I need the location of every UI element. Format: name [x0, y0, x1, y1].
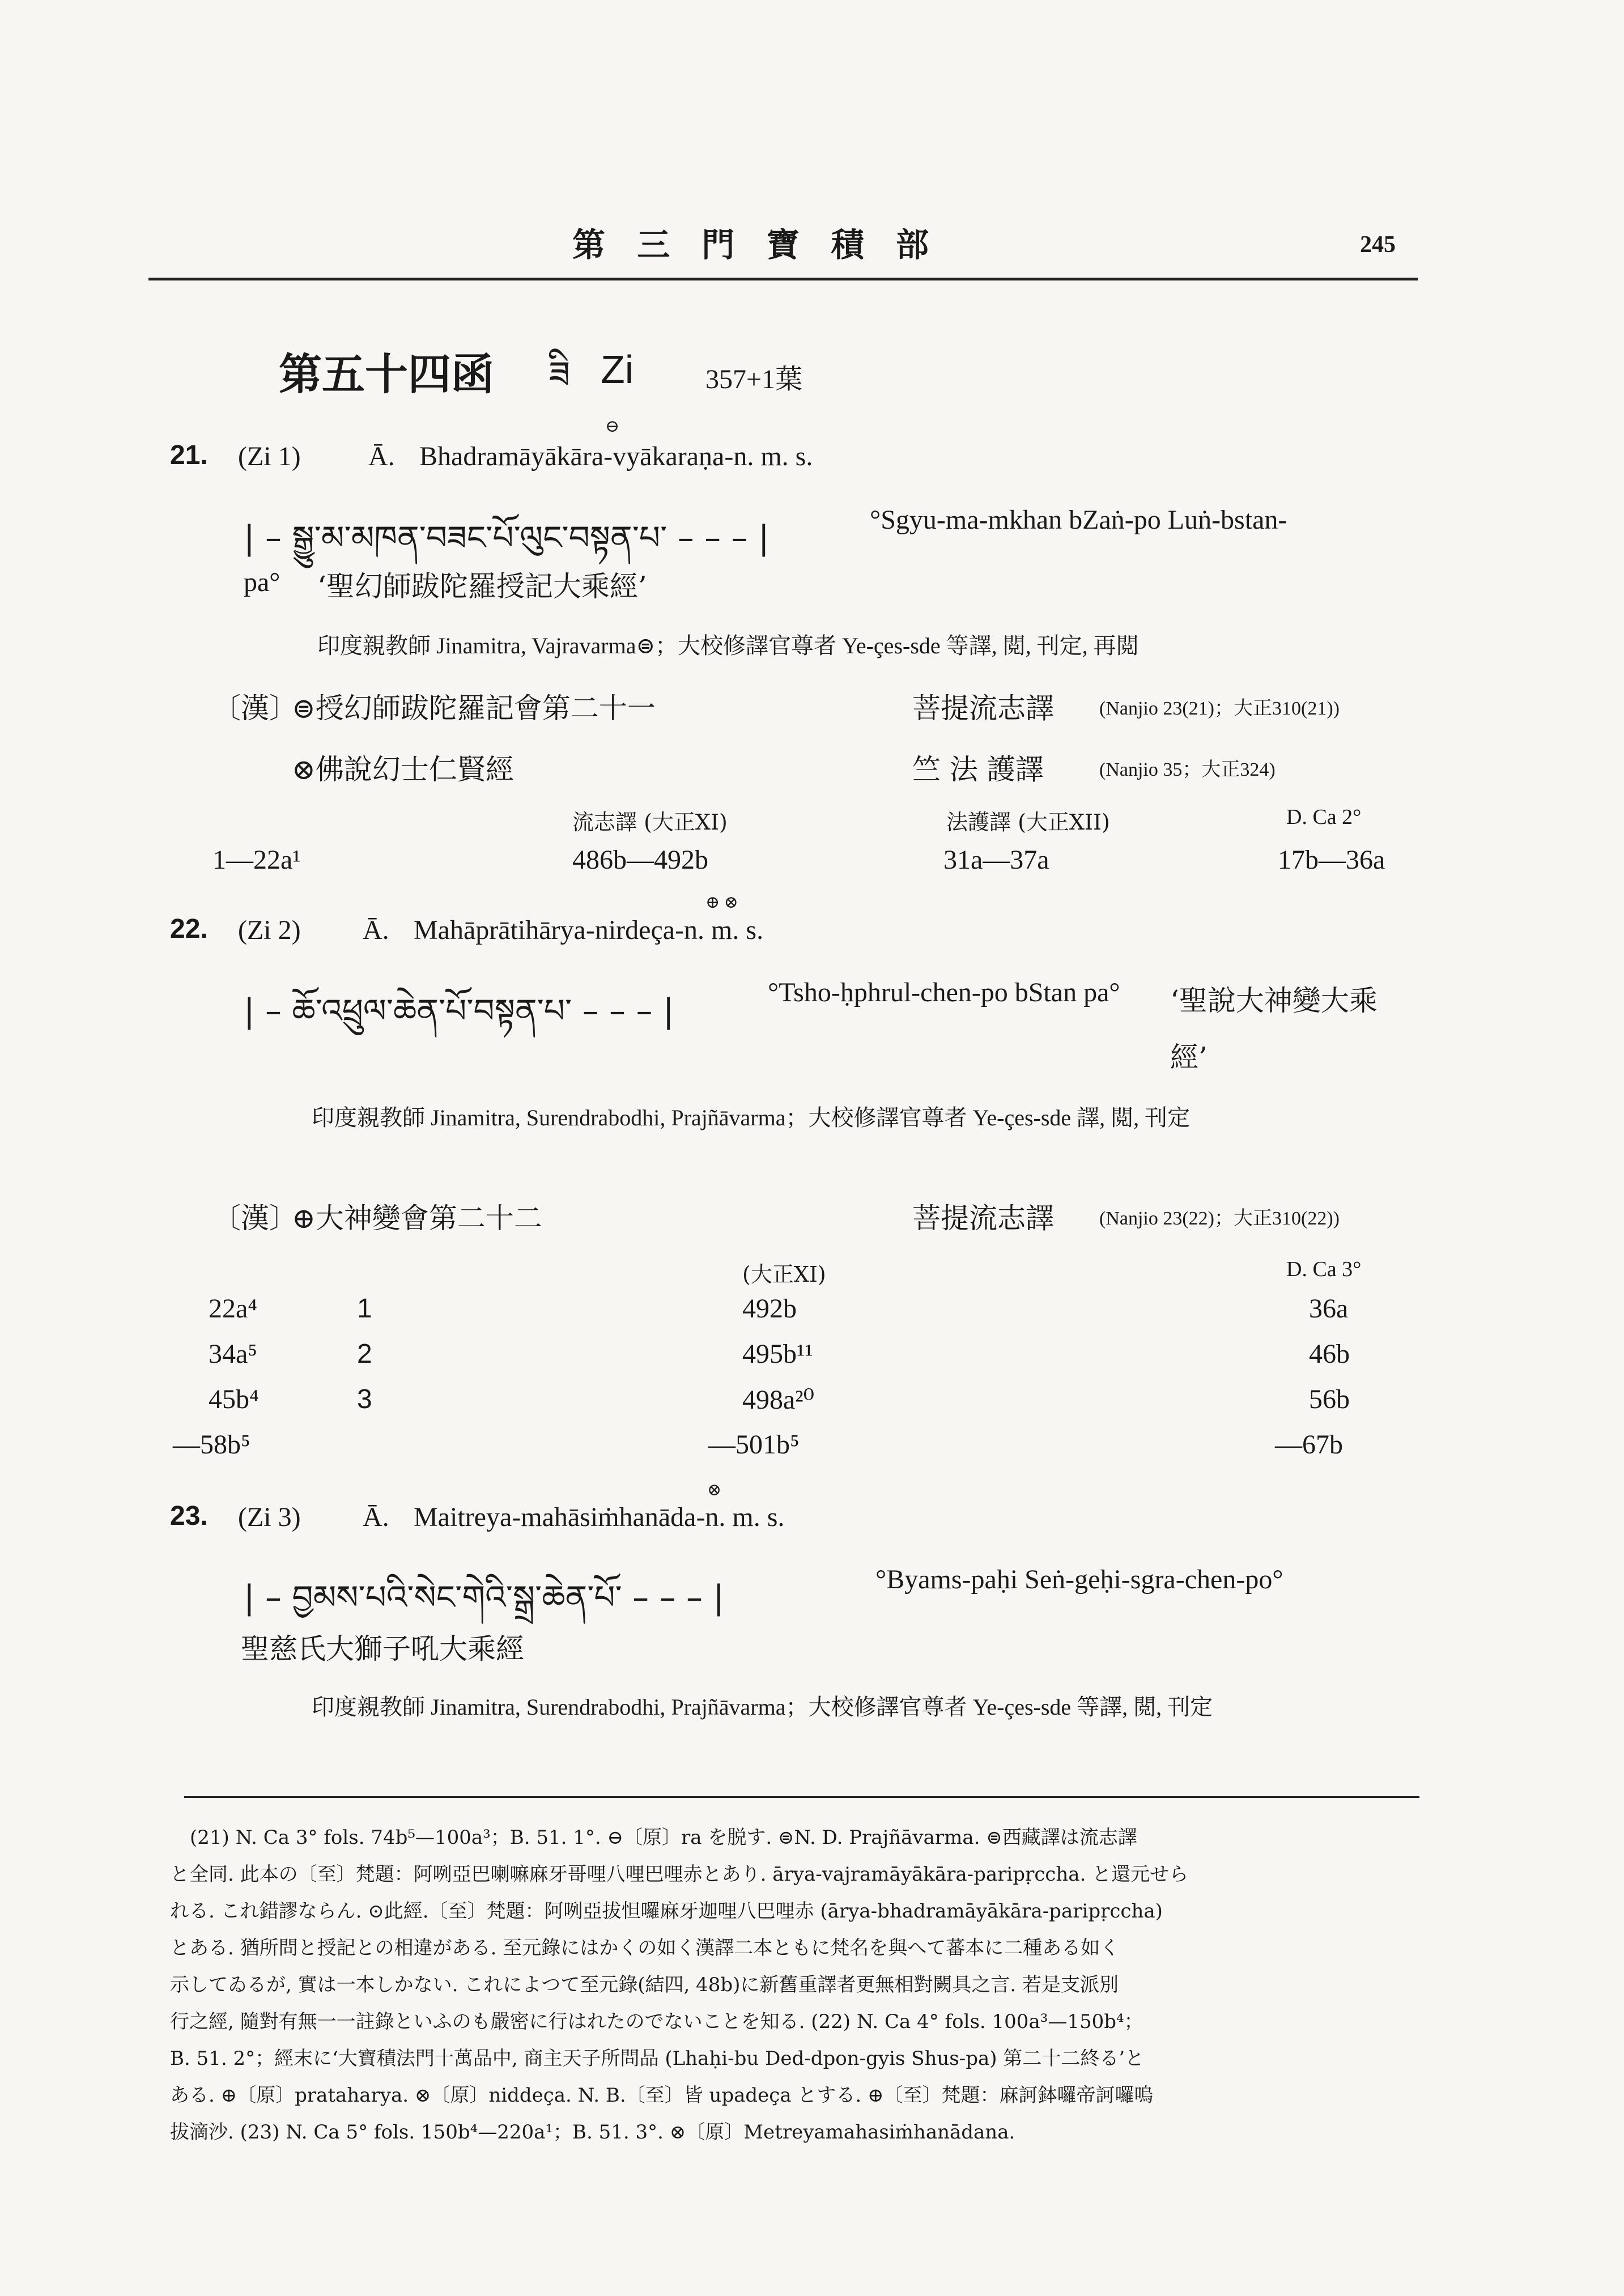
table-cell: 56b [1309, 1384, 1350, 1414]
table-cell: 1—22a¹ [212, 845, 301, 875]
entry-21-tibetan: | – སྒྱུ་མ་མཁན་བཟང་པོ་ལུང་བསྟན་པ་ – – – | [244, 518, 770, 557]
table-cell: 3 [357, 1384, 372, 1414]
section-tibetan-letter: ཟི [549, 354, 571, 396]
entry-21-han-row1-left: ⊜授幻師跋陀羅記會第二十一 [292, 692, 656, 725]
entry-21-han-row2-ref: (Nanjio 35；大正324) [1099, 759, 1276, 780]
table-cell: —501b⁵ [708, 1430, 800, 1460]
entry-22-han-row1-ref: (Nanjio 23(22)；大正310(22)) [1099, 1208, 1340, 1229]
footnote-line: 行之經, 隨對有無一一註錄といふのも嚴密に行はれたのでないことを知る. (22) N. Ca 4° fols. 100a³—150b⁴； [170, 2010, 1143, 2033]
entry-23-mark: ⊗ [707, 1481, 722, 1499]
entry-21-mark: ⊖ [605, 417, 620, 436]
entry-23-translators: 印度親教師 Jinamitra, Surendrabodhi, Prajñāvarma；大校修譯官尊者 Ye-çes-sde 等譯, 閲, 刊定 [312, 1694, 1213, 1720]
section-latin: Zi [601, 347, 634, 392]
table-cell: 1 [357, 1294, 372, 1324]
table-cell: 2 [357, 1339, 372, 1369]
entry-21-han-row2-right: 竺 法 護譯 [912, 753, 1044, 786]
page-number: 245 [1360, 232, 1396, 258]
entry-21-transliteration-cont: pa° [244, 567, 280, 597]
table-cell: 34a⁵ [209, 1339, 258, 1369]
footnote-line: れる. これ錯謬ならん. ⊙此經.〔至〕梵題：阿咧亞拔怛囉麻牙迦哩八巴哩赤 (ārya-bhadramāyākāra-paripṛccha) [170, 1900, 1163, 1923]
entry-23-transliteration: °Byams-paḥi Seṅ-geḥi-sgra-chen-po° [875, 1564, 1283, 1595]
entry-22-han-row1-right: 菩提流志譯 [912, 1202, 1054, 1235]
entry-22-number: 22. [170, 914, 208, 944]
entry-22-sanskrit-prefix: Ā. [363, 915, 389, 945]
entry-23-ref: (Zi 3) [238, 1502, 301, 1532]
section-title: 第五十四函 [279, 349, 494, 399]
entry-21-col-header-3: D. Ca 2° [1286, 805, 1362, 829]
table-cell: 495b¹¹ [742, 1339, 813, 1369]
entry-22-transliteration: °Tsho-ḥphrul-chen-po bStan pa° [768, 977, 1120, 1007]
entry-21-sanskrit-prefix: Ā. [368, 441, 395, 471]
table-cell: 22a⁴ [209, 1294, 258, 1324]
entry-23-sanskrit-prefix: Ā. [363, 1502, 389, 1532]
entry-21-han-row1-right: 菩提流志譯 [912, 692, 1054, 725]
table-cell: 17b—36a [1278, 845, 1385, 875]
footnote-line: 示してゐるが, 實は一本しかない. これによつて至元錄(結四, 48b)に新舊重譯者更無相對闕具之言. 若是支派別 [170, 1974, 1119, 1996]
footnote-line: ある. ⊕〔原〕prataharya. ⊗〔原〕niddeça. N. B.〔至〕皆 upadeça とする. ⊕〔至〕梵題：麻訶鉢囉帝訶囉嗚 [170, 2084, 1154, 2107]
table-cell: —58b⁵ [173, 1430, 250, 1460]
entry-21-col-header-1: 流志譯 (大正XI) [572, 810, 728, 835]
footnote-line: 拔滴沙. (23) N. Ca 5° fols. 150b⁴—220a¹；B. 51. 3°. ⊗〔原〕Metreyamahasiṁhanādana. [170, 2121, 1015, 2144]
entry-21-han-row1-ref: (Nanjio 23(21)；大正310(21)) [1099, 698, 1340, 719]
table-cell: 36a [1309, 1294, 1349, 1324]
entry-21-ref: (Zi 1) [238, 441, 301, 471]
entry-22-ref: (Zi 2) [238, 915, 301, 945]
table-cell: 45b⁴ [209, 1384, 259, 1414]
entry-21-transliteration: °Sgyu-ma-mkhan bZaṅ-po Luṅ-bstan- [870, 505, 1287, 535]
entry-21-han-row2-left: ⊗佛說幻士仁賢經 [292, 753, 514, 786]
section-folio-count: 357+1葉 [705, 364, 803, 394]
entry-21-number: 21. [170, 440, 208, 470]
footnote-line: とある. 猶所問と授記との相違がある. 至元錄にはかくの如く漢譯二本ともに梵名を與へて蕃本に二種ある如く [170, 1937, 1120, 1959]
table-cell: 498a²⁰ [742, 1385, 814, 1415]
entry-21-han-label: 〔漢〕 [212, 692, 297, 725]
entry-23-sanskrit: Maitreya-mahāsiṁhanāda-n. m. s. [414, 1502, 785, 1532]
entry-21-col-header-2: 法護譯 (大正XII) [946, 810, 1110, 835]
footnote-line: B. 51. 2°；經末に‘大寶積法門十萬品中, 商主天子所問品 (Lhaḥi-bu Ded-dpon-gyis Shus-pa) 第二十二終る’と [170, 2047, 1145, 2070]
table-cell: 31a—37a [943, 845, 1049, 875]
entry-22-chinese-title [241, 970, 1419, 1074]
table-cell: —67b [1275, 1430, 1343, 1460]
entry-22-sanskrit: Mahāprātihārya-nirdeça-n. m. s. [414, 915, 764, 945]
entry-21-sanskrit: Bhadramāyākāra-vyākaraṇa-n. m. s. [419, 441, 813, 471]
entry-22-col-header-1: (大正XI) [742, 1262, 826, 1287]
entry-22-translators: 印度親教師 Jinamitra, Surendrabodhi, Prajñāvarma；大校修譯官尊者 Ye-çes-sde 譯, 閲, 刊定 [312, 1105, 1191, 1130]
entry-22-chinese-title-text: ‘聖說大神變大乘經’ [1170, 984, 1378, 1074]
header-title: 第 三 門 寶 積 部 [572, 226, 939, 264]
entry-23-tibetan: | – བྱམས་པའི་སེང་གེའི་སྒྲ་ཆེན་པོ་ – – – | [244, 1578, 725, 1617]
header-rule [148, 278, 1418, 280]
entry-21-chinese-title: ‘聖幻師跋陀羅授記大乘經’ [317, 570, 647, 603]
table-cell: 46b [1309, 1339, 1350, 1369]
entry-23-chinese-title: 聖慈氏大獅子吼大乘經 [241, 1632, 524, 1665]
entry-23-number: 23. [170, 1501, 208, 1531]
table-cell: 486b—492b [572, 845, 708, 875]
entry-22-mark: ⊕ ⊗ [705, 893, 738, 912]
entry-21-translators: 印度親教師 Jinamitra, Vajravarma⊜；大校修譯官尊者 Ye-çes-sde 等譯, 閲, 刊定, 再閲 [317, 633, 1139, 658]
entry-22-han-row1-left: ⊕大神變會第二十二 [292, 1202, 542, 1235]
footnote-line: と全同. 此本の〔至〕梵題：阿咧亞巴喇嘛麻牙哥哩八哩巴哩赤とあり. ārya-vajramāyākāra-paripṛccha. と還元せら [170, 1863, 1189, 1886]
entry-22-col-header-2: D. Ca 3° [1286, 1257, 1362, 1281]
entry-22-han-label: 〔漢〕 [212, 1202, 297, 1235]
footnote-line: (21) N. Ca 3° fols. 74b⁵—100a³；B. 51. 1°. ⊖〔原〕ra を脱す. ⊜N. D. Prajñāvarma. ⊜西藏譯は流志譯 [190, 1826, 1137, 1849]
table-cell: 492b [742, 1294, 797, 1324]
entry-22-tibetan: | – ཆོ་འཕྲུལ་ཆེན་པོ་བསྟན་པ་ – – – | [244, 992, 674, 1030]
footnote-rule [184, 1796, 1419, 1798]
